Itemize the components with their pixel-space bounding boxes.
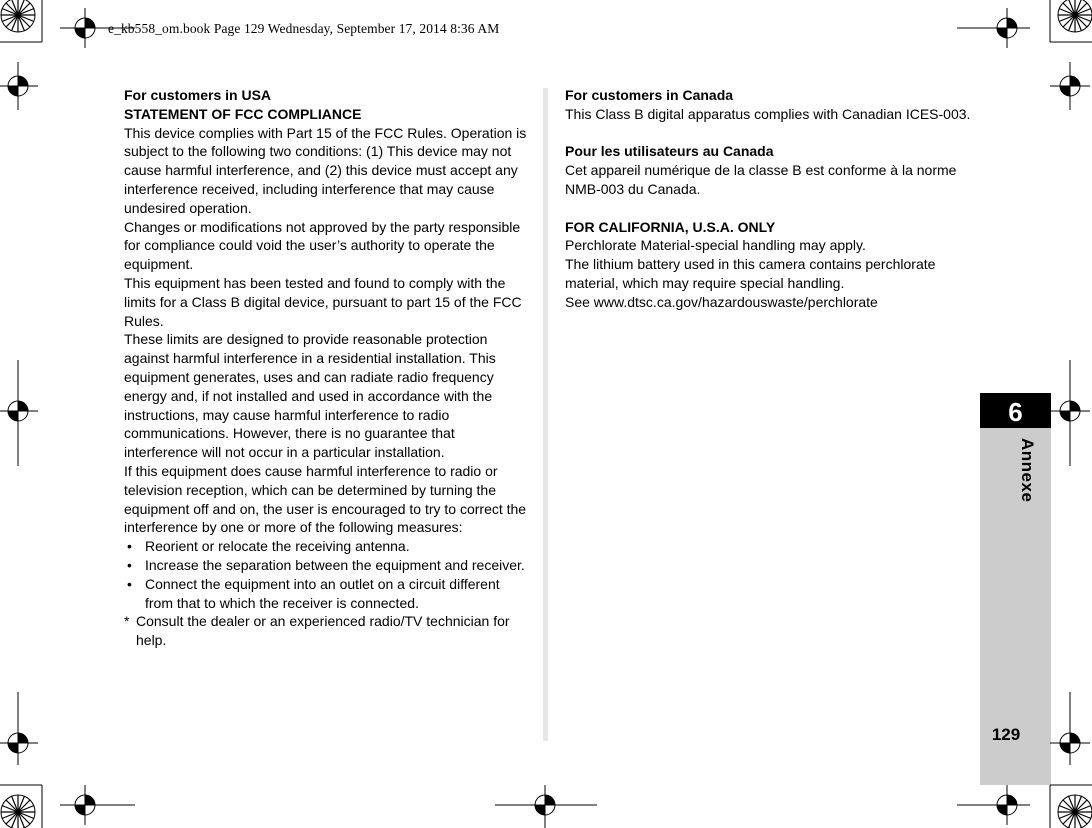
chapter-label: Annexe <box>1018 438 1037 503</box>
corner-star-mark <box>1 0 35 32</box>
fcc-paragraph: This device complies with Part 15 of the FCC Rules. Operation is subject to the following two conditions: (1) This device may not cause harmful interference, and (2) this device must accept any interference received, including interference that may cause undesired operation. <box>124 124 527 216</box>
bullet-icon: • <box>127 538 132 555</box>
bullet-icon: • <box>127 556 132 573</box>
canada-fr-heading: Pour les utilisateurs au Canada <box>565 143 774 160</box>
chapter-number: 6 <box>980 393 1051 428</box>
registration-mark <box>0 391 38 431</box>
california-line: The lithium battery used in this camera contains perchlorate material, which may require special handling. <box>565 256 936 291</box>
california-line: See www.dtsc.ca.gov/hazardouswaste/perchlorate <box>565 293 878 310</box>
list-item-text: Increase the separation between the equipment and receiver. <box>145 556 525 573</box>
bullet-icon: • <box>127 575 132 592</box>
california-heading: FOR CALIFORNIA, U.S.A. ONLY <box>565 218 776 235</box>
fcc-paragraph: If this equipment does cause harmful interference to radio or television reception, which can be determined by turning the equipment off and on, the user is encouraged to try to correct the interference by one or more of the following measures: <box>124 462 527 536</box>
corner-star-mark <box>1058 0 1092 32</box>
california-line: Perchlorate Material-special handling may apply. <box>565 237 866 254</box>
canada-heading: For customers in Canada <box>565 87 734 103</box>
canada-fr-text: Cet appareil numérique de la classe B est conforme à la norme NMB-003 du Canada. <box>565 162 957 197</box>
fcc-heading: STATEMENT OF FCC COMPLIANCE <box>124 105 362 122</box>
page-number: 129 <box>991 725 1021 744</box>
fcc-paragraph: This equipment has been tested and found to comply with the limits for a Class B digital device, pursuant to part 15 of the FCC Rules. <box>124 274 522 329</box>
fcc-paragraph: Changes or modifications not approved by the party responsible for compliance could void the user’s authority to operate the equipment. <box>124 218 521 273</box>
usa-heading: For customers in USA <box>124 87 272 103</box>
corner-star-mark <box>1058 795 1092 828</box>
canada-text: This Class B digital apparatus complies with Canadian ICES-003. <box>565 105 971 122</box>
registration-mark <box>0 66 38 106</box>
asterisk-icon: * <box>124 613 130 630</box>
list-item-text: Connect the equipment into an outlet on a circuit different from that to which the receiver is connected. <box>145 575 500 611</box>
list-item-text: Reorient or relocate the receiving antenna. <box>145 538 410 555</box>
corner-star-mark <box>1 795 35 828</box>
book-header-info: e_kb558_om.book Page 129 Wednesday, September 17, 2014 8:36 AM <box>108 21 500 36</box>
dealer-note-text: Consult the dealer or an experienced radio/TV technician for help. <box>136 613 510 649</box>
guide-lines <box>18 28 1070 828</box>
registration-mark <box>0 723 38 763</box>
fcc-paragraph: These limits are designed to provide reasonable protection against harmful interference in a residential installation. This equipment generates, uses and can radiate radio frequency energy and, if not installed and used in accordance with the instructions, may cause harmful interference to radio communications. However, there is no guarantee that interference will not occur in a particular installation. <box>124 331 496 461</box>
